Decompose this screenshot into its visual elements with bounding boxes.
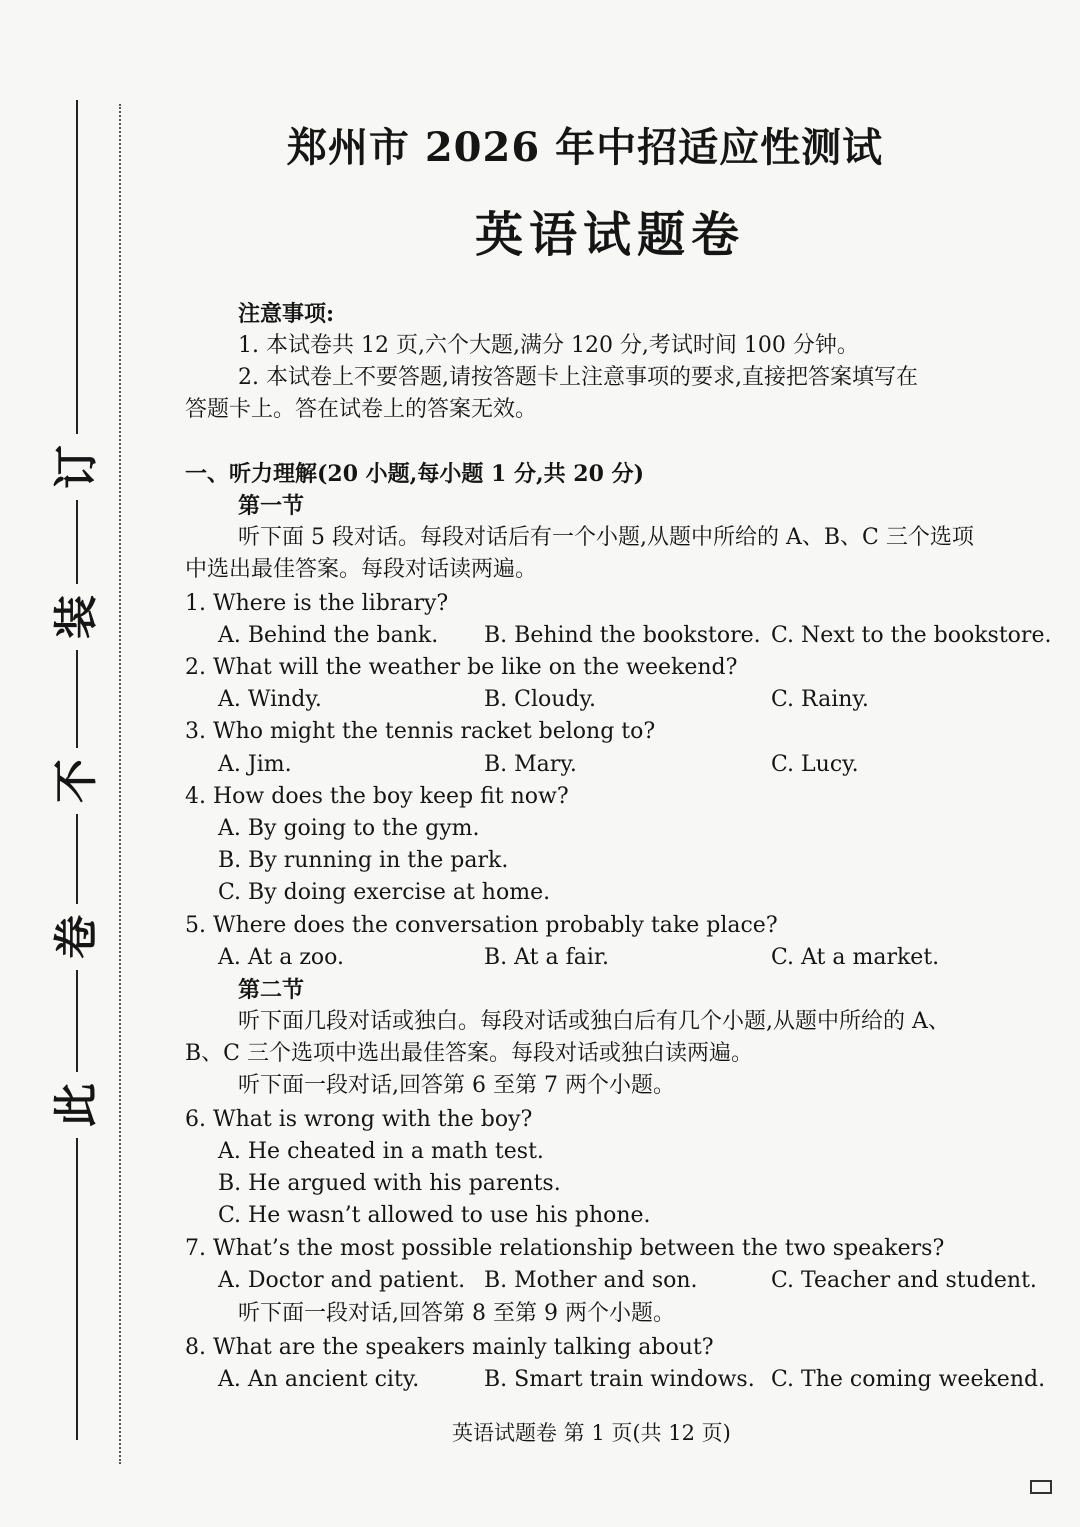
q7-option-a: A. Doctor and patient. bbox=[218, 1268, 466, 1293]
notice-item-1: 1. 本试卷共 12 页,六个大题,满分 120 分,考试时间 100 分钟。 bbox=[238, 333, 859, 358]
section2-instruction-b: B、C 三个选项中选出最佳答案。每段对话或独白读两遍。 bbox=[185, 1041, 753, 1066]
question-2: 2. What will the weather be like on the weekend? bbox=[185, 655, 738, 680]
q4-option-b: B. By running in the park. bbox=[218, 848, 509, 873]
question-6: 6. What is wrong with the boy? bbox=[185, 1107, 533, 1132]
q1-option-c: C. Next to the bookstore. bbox=[771, 623, 1052, 648]
question-7: 7. What’s the most possible relationship between the two speakers? bbox=[185, 1236, 945, 1261]
q6-option-c: C. He wasn’t allowed to use his phone. bbox=[218, 1203, 651, 1228]
part1-heading: 一、听力理解(20 小题,每小题 1 分,共 20 分) bbox=[185, 461, 644, 487]
q3-option-c: C. Lucy. bbox=[771, 752, 859, 777]
q7-option-c: C. Teacher and student. bbox=[771, 1268, 1037, 1293]
q3-option-b: B. Mary. bbox=[484, 752, 577, 777]
notice-item-2a: 2. 本试卷上不要答题,请按答题卡上注意事项的要求,直接把答案填写在 bbox=[238, 365, 918, 390]
q8-option-c: C. The coming weekend. bbox=[771, 1367, 1046, 1392]
q6-option-b: B. He argued with his parents. bbox=[218, 1171, 561, 1196]
notice-heading: 注意事项: bbox=[238, 301, 335, 327]
question-8: 8. What are the speakers mainly talking about? bbox=[185, 1335, 714, 1360]
q1-option-a: A. Behind the bank. bbox=[218, 623, 439, 648]
question-1: 1. Where is the library? bbox=[185, 591, 449, 616]
section2-instruction-a: 听下面几段对话或独白。每段对话或独白后有几个小题,从题中所给的 A、 bbox=[238, 1009, 950, 1034]
section1-instruction-a: 听下面 5 段对话。每段对话后有一个小题,从题中所给的 A、B、C 三个选项 bbox=[238, 525, 974, 550]
section1-label: 第一节 bbox=[238, 493, 305, 519]
q7-option-b: B. Mother and son. bbox=[484, 1268, 698, 1293]
q5-option-c: C. At a market. bbox=[771, 945, 940, 970]
binding-char-ding: 订 bbox=[44, 434, 110, 500]
binding-dotted-line bbox=[119, 104, 121, 1464]
binding-char-juan: 卷 bbox=[44, 904, 110, 970]
notice-item-2b: 答题卡上。答在试卷上的答案无效。 bbox=[185, 397, 538, 422]
q6-option-a: A. He cheated in a math test. bbox=[218, 1139, 544, 1164]
exam-subtitle: 英语试题卷 bbox=[474, 207, 745, 263]
q3-option-a: A. Jim. bbox=[218, 752, 292, 777]
qr-mark-icon bbox=[1030, 1480, 1052, 1494]
question-4: 4. How does the boy keep fit now? bbox=[185, 784, 569, 809]
binding-char-ci: 此 bbox=[44, 1072, 110, 1138]
section1-instruction-b: 中选出最佳答案。每段对话读两遍。 bbox=[185, 557, 538, 582]
q1-option-b: B. Behind the bookstore. bbox=[484, 623, 761, 648]
section2-label: 第二节 bbox=[238, 977, 305, 1003]
q8-option-b: B. Smart train windows. bbox=[484, 1367, 755, 1392]
q2-option-b: B. Cloudy. bbox=[484, 687, 597, 712]
q5-option-b: B. At a fair. bbox=[484, 945, 609, 970]
q2-option-a: A. Windy. bbox=[218, 687, 322, 712]
q2-option-c: C. Rainy. bbox=[771, 687, 869, 712]
exam-title: 郑州市 2026 年中招适应性测试 bbox=[286, 124, 884, 171]
q4-option-c: C. By doing exercise at home. bbox=[218, 880, 551, 905]
section2-group-1: 听下面一段对话,回答第 6 至第 7 两个小题。 bbox=[238, 1073, 675, 1098]
question-5: 5. Where does the conversation probably take place? bbox=[185, 913, 778, 938]
q5-option-a: A. At a zoo. bbox=[218, 945, 345, 970]
q4-option-a: A. By going to the gym. bbox=[218, 816, 480, 841]
binding-char-bu: 不 bbox=[44, 748, 110, 814]
q8-option-a: A. An ancient city. bbox=[218, 1367, 420, 1392]
page-footer: 英语试题卷 第 1 页(共 12 页) bbox=[452, 1421, 731, 1445]
question-3: 3. Who might the tennis racket belong to? bbox=[185, 719, 656, 744]
section2-group-2: 听下面一段对话,回答第 8 至第 9 两个小题。 bbox=[238, 1301, 675, 1326]
binding-char-zhuang: 装 bbox=[44, 584, 110, 650]
